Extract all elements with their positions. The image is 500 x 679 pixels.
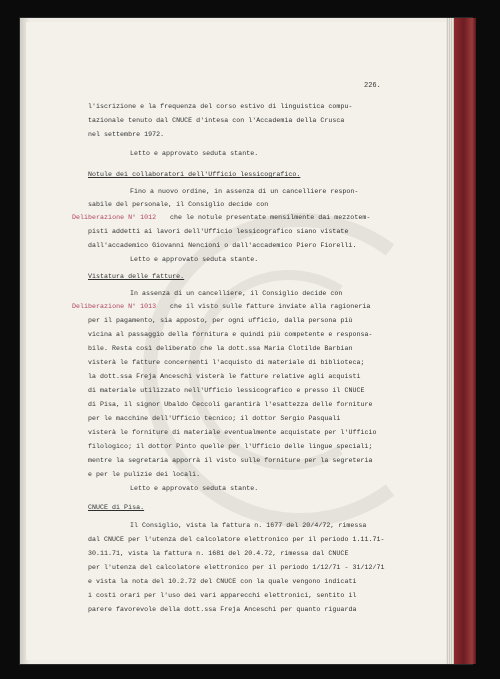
text-line: e vista la nota del 10.2.72 del CNUCE con la quale vengono indicati (88, 578, 357, 585)
text-line: e per le pulizie dei locali. (88, 471, 201, 478)
text-line: la dott.ssa Freja Anceschi visterà le fatture relative agli acquisti (88, 373, 361, 380)
text-line: per le macchine dell'Ufficio tecnico; il dottor Sergio Pasquali (88, 415, 341, 422)
book-spine (446, 18, 476, 664)
text-line: mentre la segretaria apporrà il visto sulle forniture per la segreteria (88, 457, 373, 464)
text-line: pisti addetti ai lavori dell'Ufficio lessicografico siano vistate (88, 228, 349, 235)
deliberation-number: Deliberazione N° 1012 (72, 214, 157, 221)
text-line: visterà le fatture concernenti l'acquisto di materiale di biblioteca; (88, 359, 365, 366)
text-line: nel settembre 1972. (88, 131, 165, 138)
text-line: sabile del personale, il Consiglio decide con (88, 201, 269, 208)
page-number: 226. (364, 82, 381, 90)
text-line: parere favorevole della dott.ssa Freja Anceschi per quanto riguarda (88, 606, 357, 613)
text-line: che il visto sulle fatture inviate alla ragioneria (170, 303, 371, 310)
text-line: Fino a nuovo ordine, in assenza di un cancelliere respon- (130, 188, 359, 195)
section-heading: Notule dei collaboratori dell'Ufficio lessicografico. (88, 171, 301, 178)
text-line: che le notule presentate mensilmente dai mezzotem- (170, 214, 371, 221)
text-line: dal CNUCE per l'utenza del calcolatore elettronico per il periodo 1.11.71- (88, 536, 385, 543)
text-line: l'iscrizione e la frequenza del corso estivo di linguistica compu- (88, 103, 353, 110)
text-line: per l'utenza del calcolatore elettronico per il periodo 1/12/71 - 31/12/71 (88, 564, 385, 571)
deliberation-number: Deliberazione N° 1013 (72, 303, 157, 310)
text-line: tazionale tenuto dal CNUCE d'intesa con l'Accademia della Crusca (88, 117, 345, 124)
text-line: visterà le forniture di materiale eventualmente acquistate per l'Ufficio (88, 429, 377, 436)
text-line: Letto e approvato seduta stante. (130, 485, 259, 492)
text-line: di Pisa, il signor Ubaldo Ceccoli garantirà l'esattezza delle forniture (88, 401, 373, 408)
text-line: i costi orari per l'uso dei vari apparecchi elettronici, sentito il (88, 592, 357, 599)
text-line: filologico; il dottor Pinto quelle per l'Ufficio delle lingue speciali; (88, 443, 373, 450)
text-line: Letto e approvato seduta stante. (130, 150, 259, 157)
section-heading: Vistatura delle fatture. (88, 273, 185, 280)
text-line: vicina al passaggio della fornitura e quindi più competente e responsa- (88, 331, 373, 338)
text-line: Il Consiglio, vista la fattura n. 1677 del 20/4/72, rimessa (130, 522, 367, 529)
text-line: per il pagamento, sia apposto, per ogni ufficio, dalla persona più (88, 317, 353, 324)
text-line: 30.11.71, vista la fattura n. 1681 del 20.4.72, rimessa dal CNUCE (88, 550, 349, 557)
text-line: dall'accademico Giovanni Nencioni o dall'accademico Piero Fiorelli. (88, 242, 357, 249)
text-line: In assenza di un cancelliere, il Consiglio decide con (130, 290, 343, 297)
text-line: di materiale utilizzato nell'Ufficio lessicografico e presso il CNUCE (88, 387, 365, 394)
text-line: bile. Resta così deliberato che la dott.ssa Maria Clotilde Barbian (88, 345, 353, 352)
section-heading: CNUCE di Pisa. (88, 504, 145, 511)
text-line: Letto e approvato seduta stante. (130, 256, 259, 263)
